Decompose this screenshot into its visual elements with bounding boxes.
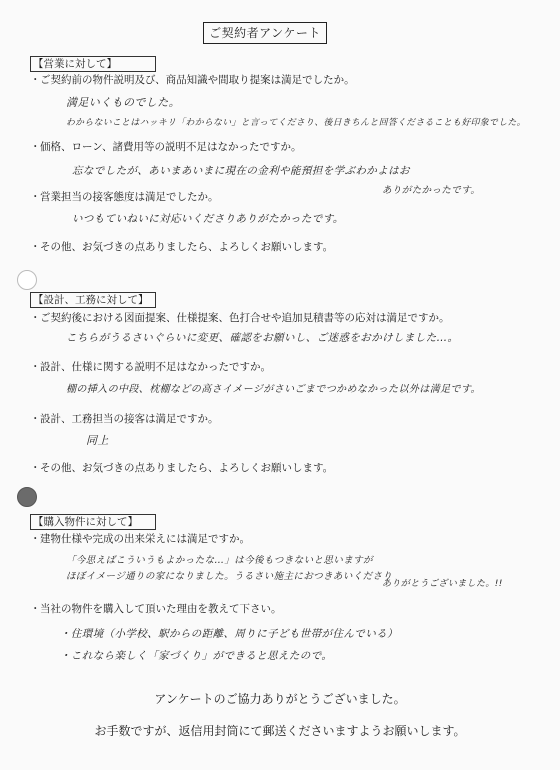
footer-thanks: アンケートのご協力ありがとうございました。 [154, 692, 406, 706]
handwritten-answer: ありがとうございました。!! [382, 579, 503, 589]
handwritten-answer: ・住環境（小学校、駅からの距離、周りに子ども世帯が住んでいる） [60, 628, 398, 640]
question: ・設計、工務担当の接客は満足ですか。 [30, 413, 219, 425]
question: ・その他、お気づきの点ありましたら、よろしくお願いします。 [30, 241, 334, 253]
footer-request: お手数ですが、返信用封筒にて郵送くださいますようお願いします。 [94, 724, 466, 738]
handwritten-answer: 満足いくものでした。 [66, 96, 180, 109]
question: ・その他、お気づきの点ありましたら、よろしくお願いします。 [30, 462, 334, 474]
section-header-property: 【購入物件に対して】 [30, 514, 156, 530]
question: ・営業担当の接客態度は満足でしたか。 [30, 191, 219, 203]
handwritten-answer: ほぼイメージ通りの家になりました。うるさい施主におつきあいくださり [66, 571, 393, 582]
handwritten-answer: こちらがうるさいぐらいに変更、確認をお願いし、ご迷惑をおかけしました…。 [66, 332, 459, 344]
handwritten-answer: ・これなら楽しく「家づくり」ができると思えたので。 [60, 650, 333, 662]
question: ・ご契約前の物件説明及び、商品知識や間取り提案は満足でしたか。 [30, 74, 355, 86]
question: ・設計、仕様に関する説明不足はなかったですか。 [30, 361, 271, 373]
punch-hole-mark [17, 487, 37, 507]
handwritten-answer: いつもていねいに対応いくださりありがたかったです。 [72, 213, 344, 225]
question: ・価格、ローン、諸費用等の説明不足はなかったですか。 [30, 141, 302, 153]
handwritten-answer: 棚の挿入の中段、枕棚などの高さイメージがさいごまでつかめなかった以外は満足です。 [66, 384, 481, 395]
handwritten-answer: 「今思えばこういうもよかったな…」は今後もつきないと思いますが [66, 555, 373, 566]
section-header-sales: 【営業に対して】 [30, 56, 156, 72]
handwritten-answer: 忘なでしたが、あいまあいまに現在の金利や能預担を学ぶわかよはお [72, 165, 410, 177]
handwritten-answer: 同上 [86, 434, 109, 447]
handwritten-answer: ありがたかったです。 [382, 185, 481, 196]
handwritten-answer: わからないことはハッキリ「わからない」と言ってくださり、後日きちんと回答くださることも好印象でした。 [66, 118, 526, 128]
question: ・当社の物件を購入して頂いた理由を教えて下さい。 [30, 603, 282, 615]
question: ・建物仕様や完成の出来栄えには満足ですか。 [30, 533, 250, 545]
question: ・ご契約後における図面提案、仕様提案、色打合せや追加見積書等の応対は満足ですか。 [30, 312, 450, 324]
section-header-design: 【設計、工務に対して】 [30, 292, 156, 308]
page-title: ご契約者アンケート [203, 22, 327, 44]
punch-hole-mark [17, 270, 37, 290]
